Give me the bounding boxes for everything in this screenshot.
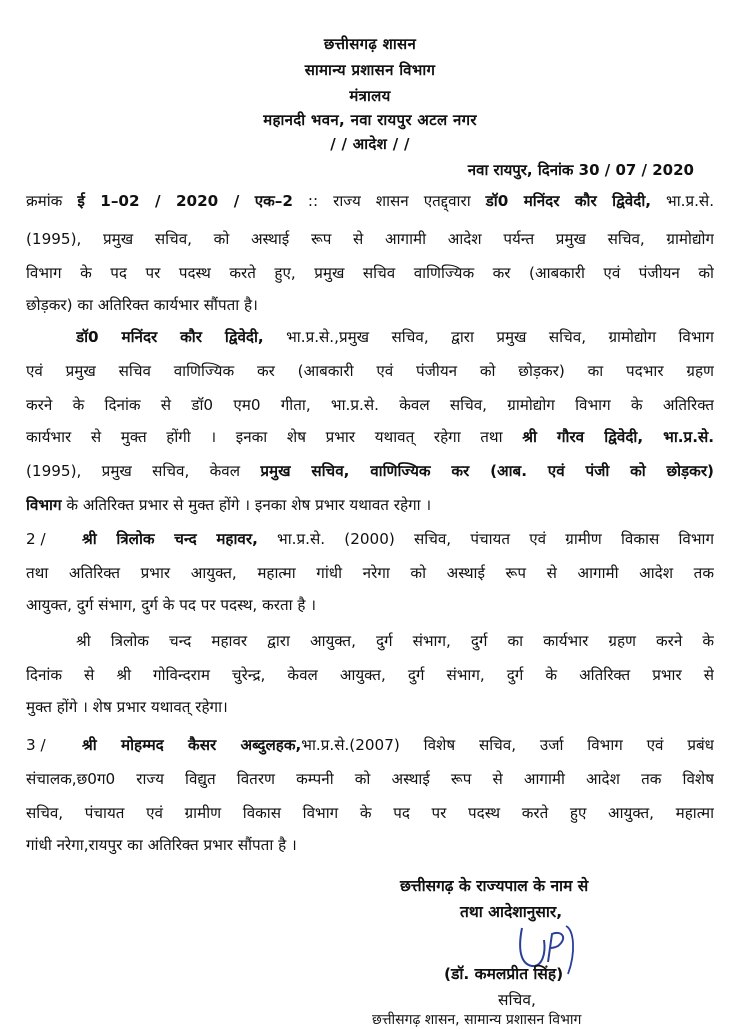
para3-line2: तथा अतिरिक्त प्रभार आयुक्त, महात्मा गांधी नरेगा को अस्थाई रूप से आगामी आदेश तक (26, 564, 714, 582)
officer-name: श्री गौरव द्विवेदी, भा.प्र.से. (522, 428, 714, 446)
para2-line1: डॉ0 मनिंदर कौर द्विवेदी, भा.प्र.से.,प्रमुख सचिव, द्वारा प्रमुख सचिव, ग्रामोद्योग विभाग (76, 328, 714, 346)
para1-line4: छोड़कर) का अतिरिक्त कार्यभार सौंपता है। (26, 296, 258, 314)
para4-line1: श्री त्रिलोक चन्द महावर द्वारा आयुक्त, दुर्ग संभाग, दुर्ग का कार्यभार ग्रहण करने के (76, 632, 714, 650)
order-date: नवा रायपुर, दिनांक 30 / 07 / 2020 (467, 161, 694, 179)
officer-name: श्री त्रिलोक चन्द महावर, (82, 530, 258, 548)
item-number: 3 / (26, 736, 46, 754)
signatory-designation: सचिव, (498, 991, 536, 1009)
officer-name: डॉ0 मनिंदर कौर द्विवेदी, (76, 328, 264, 346)
para2-line3: करने के दिनांक से डॉ0 एम0 गीता, भा.प्र.से. केवल सचिव, ग्रामोद्योग विभाग के अतिरिक्त (26, 396, 714, 414)
para2-line4: कार्यभार से मुक्त होंगी । इनका शेष प्रभार यथावत् रहेगा तथा श्री गौरव द्विवेदी, भा.प्र.से. (26, 428, 714, 446)
post-name: प्रमुख सचिव, वाणिज्यिक कर (आब. एवं पंजी को छोड़कर) (260, 462, 714, 480)
signatory-name: (डॉ. कमलप्रीत सिंह) (444, 965, 564, 983)
para5-line3: सचिव, पंचायत एवं ग्रामीण विकास विभाग के पद पर पदस्थ करते हुए आयुक्त, महात्मा (26, 804, 714, 822)
order-title: / / आदेश / / (330, 135, 410, 153)
para5-line2: संचालक,छ0ग0 राज्य विद्युत वितरण कम्पनी को अस्थाई रूप से आगामी आदेश तक विशेष (26, 770, 714, 788)
signatory-department: छत्तीसगढ़ शासन, सामान्य प्रशासन विभाग (372, 1012, 582, 1028)
order-number: ई 1–02 / 2020 / एक–2 (77, 192, 293, 210)
order-number-prefix: क्रमांक (26, 192, 63, 210)
para4-line3: मुक्त होंगे । शेष प्रभार यथावत् रहेगा। (26, 698, 228, 716)
para1-line3: विभाग के पद पर पदस्थ करते हुए, प्रमुख सचिव वाणिज्यिक कर (आबकारी एवं पंजीयन को (26, 264, 714, 282)
item-number: 2 / (26, 530, 46, 548)
para3-line1: श्री त्रिलोक चन्द महावर, भा.प्र.से. (2000) सचिव, पंचायत एवं ग्रामीण विकास विभाग (82, 530, 714, 548)
para1-line1: क्रमांक ई 1–02 / 2020 / एक–2 :: राज्य शासन एतद्द्वारा डॉ0 मनिंदर कौर द्विवेदी, भा.प्र.से. (26, 192, 714, 210)
para1-line2: (1995), प्रमुख सचिव, को अस्थाई रूप से आगामी आदेश पर्यन्त प्रमुख सचिव, ग्रामोद्योग (26, 230, 714, 248)
para3-line3: आयुक्त, दुर्ग संभाग, दुर्ग के पद पर पदस्थ, करता है । (26, 596, 317, 614)
para4-line2: दिनांक से श्री गोविन्दराम चुरेन्द्र, केवल आयुक्त, दुर्ग संभाग, दुर्ग के अतिरिक्त प्रभार से (26, 666, 714, 684)
para5-line1: श्री मोहम्मद कैसर अब्दुलहक,भा.प्र.से.(2007) विशेष सचिव, उर्जा विभाग एवं प्रबंध (82, 736, 714, 754)
department-name: सामान्य प्रशासन विभाग (304, 61, 436, 79)
para5-line4: गांधी नरेगा,रायपुर का अतिरिक्त प्रभार सौंपता है । (26, 836, 297, 854)
office-name: मंत्रालय (349, 87, 391, 105)
para2-line2: एवं प्रमुख सचिव वाणिज्यिक कर (आबकारी एवं पंजीयन को छोड़कर) का पदभार ग्रहण (26, 362, 714, 380)
authority-line-2: तथा आदेशानुसार, (460, 903, 563, 921)
government-name: छत्तीसगढ़ शासन (323, 35, 417, 53)
office-address: महानदी भवन, नवा रायपुर अटल नगर (263, 111, 477, 129)
officer-name: डॉ0 मनिंदर कौर द्विवेदी, (485, 192, 652, 210)
officer-name: श्री मोहम्मद कैसर अब्दुलहक, (82, 736, 302, 754)
para2-line6: विभाग के अतिरिक्त प्रभार से मुक्त होंगे । इनका शेष प्रभार यथावत रहेगा । (26, 496, 432, 514)
para2-line5: (1995), प्रमुख सचिव, केवल प्रमुख सचिव, वाणिज्यिक कर (आब. एवं पंजी को छोड़कर) (26, 462, 714, 480)
authority-line: छत्तीसगढ़ के राज्यपाल के नाम से (400, 877, 589, 895)
